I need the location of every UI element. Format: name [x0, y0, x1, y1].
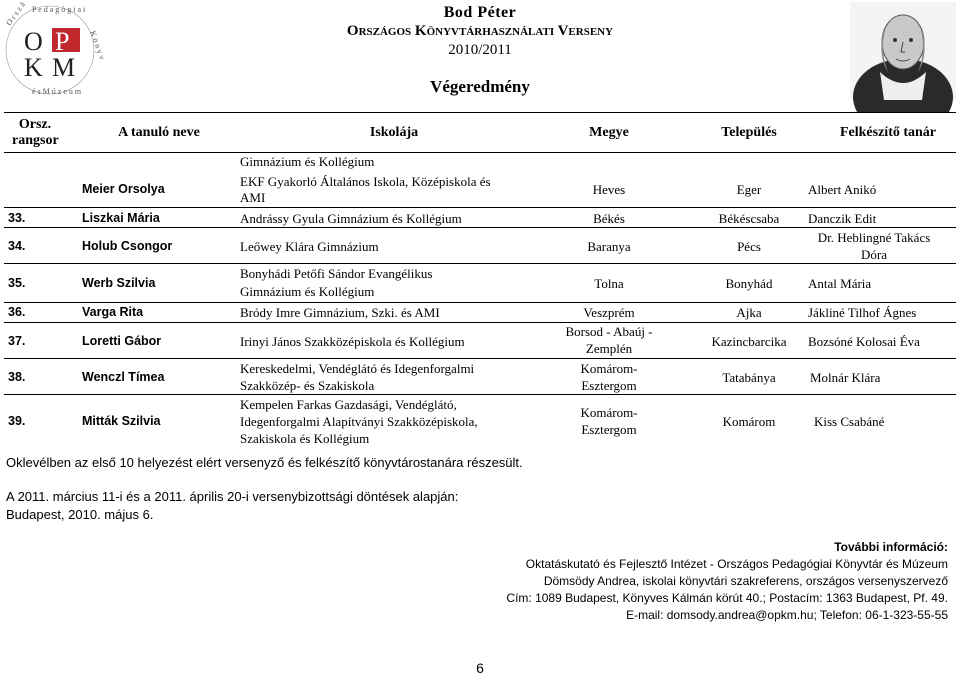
teacher: Dr. Heblingné Takács	[817, 230, 931, 245]
title-name: Bod Péter	[443, 4, 517, 21]
rank: 35.	[8, 276, 26, 290]
school-line: Idegenforgalmi Alapítványi Szakközépiskola,	[240, 414, 478, 429]
decision-basis: A 2011. március 11-i és a 2011. április 20-i versenybizottsági döntések alapján:	[6, 489, 459, 504]
town: Eger	[736, 182, 762, 197]
student-name: Loretti Gábor	[82, 334, 162, 348]
logo-letter-o: O	[24, 27, 43, 56]
rank: 34.	[8, 239, 26, 253]
school-line: Gimnázium és Kollégium	[240, 154, 375, 169]
rank: 37.	[8, 334, 26, 348]
teacher: Bozsóné Kolosai Éva	[808, 334, 920, 349]
contact-email-phone: E-mail: domsody.andrea@opkm.hu; Telefon: 06-1-323-55-55	[626, 608, 948, 622]
school-line: Bródy Imre Gimnázium, Szki. és AMI	[240, 305, 440, 320]
rank: 33.	[8, 211, 26, 225]
county: Zemplén	[585, 341, 633, 356]
logo-letter-m: M	[52, 53, 76, 82]
county: Borsod - Abaúj -	[565, 324, 653, 339]
school-line: Bonyhádi Petőfi Sándor Evangélikus	[240, 266, 433, 281]
town: Bonyhád	[725, 276, 773, 291]
title-year: 2010/2011	[448, 42, 512, 58]
school-line: Kereskedelmi, Vendéglátó és Idegenforgalmi	[240, 361, 475, 376]
page-number: 6	[476, 660, 484, 676]
col-county: Megye	[589, 125, 629, 140]
county: Esztergom	[581, 378, 637, 393]
diploma-note: Oklevélben az első 10 helyezést elért versenyző és felkészítő könyvtárostanára részesült.	[6, 455, 523, 470]
town: Kazincbarcika	[711, 334, 787, 349]
school-line: Andrássy Gyula Gimnázium és Kollégium	[240, 211, 462, 226]
county: Heves	[592, 182, 626, 197]
contact-heading: További információ:	[834, 540, 948, 554]
county: Komárom-	[580, 361, 638, 376]
school-line: AMI	[240, 190, 266, 205]
teacher: Danczik Edit	[808, 211, 877, 226]
student-name: Werb Szilvia	[82, 276, 156, 290]
rank: 36.	[8, 305, 26, 319]
teacher: Antal Mária	[808, 276, 872, 291]
town: Pécs	[737, 239, 761, 254]
student-name: Meier Orsolya	[82, 182, 165, 196]
teacher: Dóra	[861, 247, 887, 262]
contact-address: Cím: 1089 Budapest, Könyves Kálmán körút 40.; Postacím: 1363 Budapest, Pf. 49.	[506, 591, 948, 605]
county: Esztergom	[581, 422, 637, 437]
contact-person: Dömsödy Andrea, iskolai könyvtári szakreferens, országos versenyszervező	[543, 574, 948, 588]
logo-letter-p: P	[55, 27, 70, 56]
school-line: EKF Gyakorló Általános Iskola, Középiskola és	[240, 174, 491, 189]
title-contest: Országos Könyvtárhasználati Verseny	[346, 23, 614, 39]
student-name: Liszkai Mária	[82, 211, 160, 225]
town: Békéscsaba	[718, 211, 780, 226]
col-teacher: Felkészítő tanár	[839, 125, 937, 140]
school-line: Irinyi János Szakközépiskola és Kollégium	[240, 334, 465, 349]
teacher: Molnár Klára	[810, 370, 881, 385]
school-line: Gimnázium és Kollégium	[240, 284, 375, 299]
teacher: Jákliné Tilhof Ágnes	[808, 305, 917, 320]
logo-letter-k: K	[24, 53, 43, 82]
title-results: Végeredmény	[430, 77, 530, 96]
svg-text:K ö n y v: K ö n y v	[88, 29, 107, 61]
place-date: Budapest, 2010. május 6.	[6, 507, 154, 522]
town: Ajka	[736, 305, 762, 320]
col-rank: Orsz. rangsor	[12, 117, 59, 148]
table-header	[4, 112, 956, 153]
teacher: Kiss Csabáné	[814, 414, 885, 429]
teacher: Albert Anikó	[808, 182, 877, 197]
col-name: A tanuló neve	[118, 125, 200, 140]
town: Komárom	[722, 414, 776, 429]
county: Veszprém	[583, 305, 635, 320]
school-line: Leőwey Klára Gimnázium	[240, 239, 379, 254]
svg-text:P e d a g ó g i a i: P e d a g ó g i a i	[32, 5, 86, 14]
county: Tolna	[594, 276, 624, 291]
county: Baranya	[587, 239, 631, 254]
town: Tatabánya	[722, 370, 776, 385]
svg-text:é s M ú z e u m: é s M ú z e u m	[32, 87, 82, 96]
svg-text:O r s z á: O r s z á	[4, 0, 27, 28]
student-name: Holub Csongor	[82, 239, 173, 253]
student-name: Wenczl Tímea	[82, 370, 165, 384]
school-line: Szakiskola és Kollégium	[240, 431, 370, 446]
county: Komárom-	[580, 405, 638, 420]
col-town: Település	[721, 125, 777, 140]
student-name: Mitták Szilvia	[82, 414, 161, 428]
rank: 38.	[8, 370, 26, 384]
rank: 39.	[8, 414, 26, 428]
contact-institution: Oktatáskutató és Fejlesztő Intézet - Országos Pedagógiai Könyvtár és Múzeum	[525, 557, 948, 571]
contact-block	[448, 539, 948, 624]
school-line: Kempelen Farkas Gazdasági, Vendéglátó,	[240, 397, 457, 412]
col-school: Iskolája	[369, 125, 419, 140]
portrait-image	[850, 2, 956, 100]
school-line: Szakközép- és Szakiskola	[240, 378, 375, 393]
student-name: Varga Rita	[82, 305, 144, 319]
county: Békés	[593, 211, 625, 226]
